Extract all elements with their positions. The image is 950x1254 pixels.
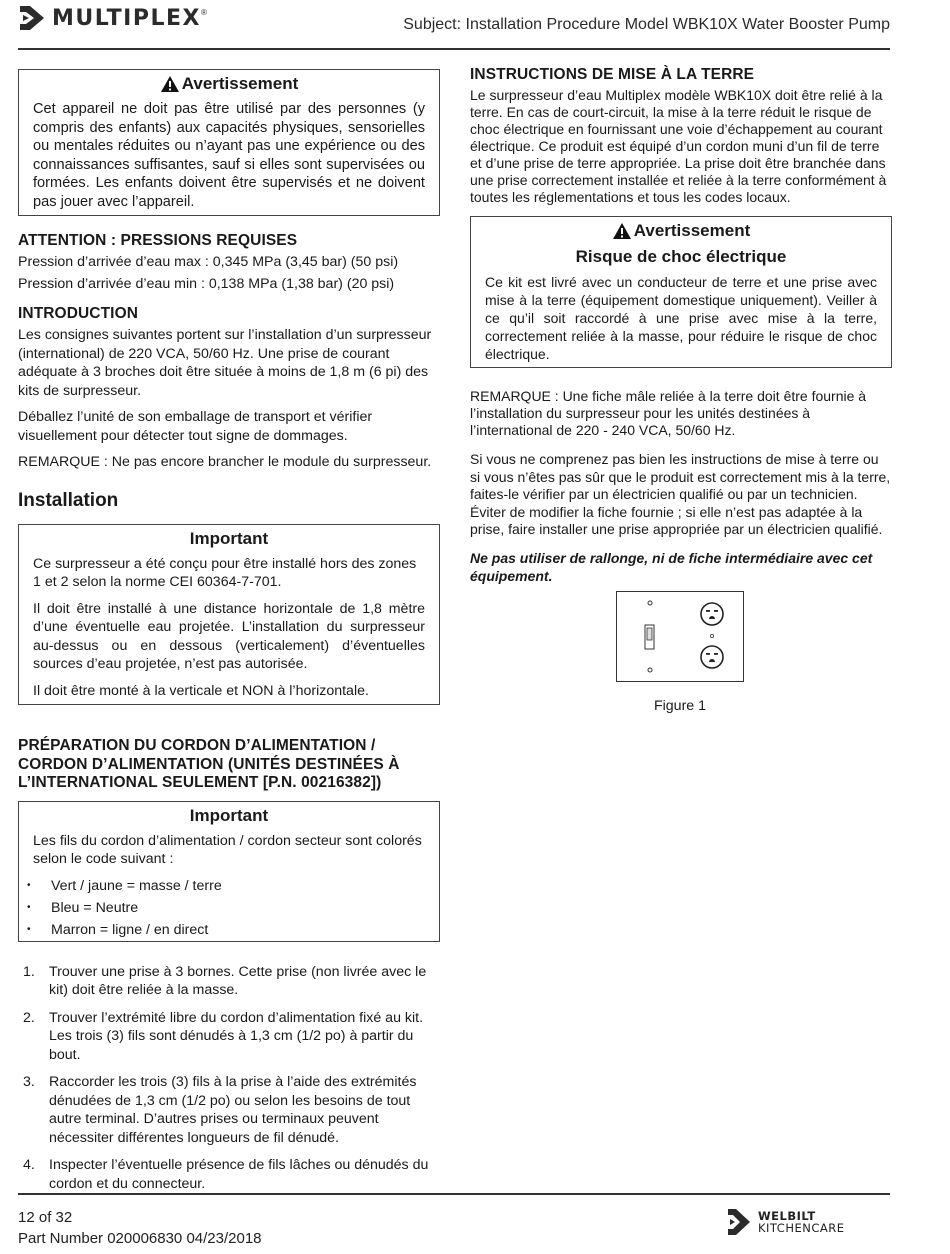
installation-paragraph-3: Il doit être monté à la verticale et NON à l’horizontale. (33, 682, 369, 699)
warning-triangle-icon (160, 75, 180, 93)
important-box-installation (18, 524, 440, 706)
installation-paragraph-2: Il doit être installé à une distance horizontale de 1,8 mètre d’une éventuelle eau projetée. L’installation du surpresseur au-dessus ou en dessous (verticalement) d’éventuelles sources d’eau projetée, n’est pas autorisée. (33, 600, 425, 672)
introduction-heading: INTRODUCTION (18, 305, 139, 322)
important-box-cord (18, 801, 440, 942)
intro-paragraph-2: Déballez l’unité de son emballage de transport et vérifier visuellement pour détecter tout signe de dommages. (18, 409, 373, 444)
part-number: Part Number 020006830 04/23/2018 (18, 1230, 262, 1247)
extension-warning: Ne pas utiliser de rallonge, ni de fiche intermédiaire avec cet équipement. (470, 549, 873, 584)
list-item: • Vert / jaune = masse / terre (19, 875, 425, 897)
installation-paragraph-1: Ce surpresseur a été conçu pour être installé hors des zones 1 et 2 selon la norme CEI 60364-7-701. (33, 555, 417, 590)
warning-box (18, 69, 440, 216)
footer-divider (18, 1193, 890, 1195)
grounding-advice: Si vous ne comprenez pas bien les instructions de mise à terre ou si vous n’êtes pas sûr que le produit est correctement mis à la terre, faites-le vérifier par un électricien qualifié ou par un technicien. Éviter de modifier la fiche fournie ; si elle n’est pas adaptée à la prise, faire installer une prise appropriée par un électricien qualifié. (470, 451, 891, 537)
page-number: 12 of 32 (18, 1209, 73, 1226)
attention-heading: ATTENTION : PRESSIONS REQUISES (18, 232, 298, 249)
document-subject: Subject: Installation Procedure Model WBK10X Water Booster Pump (403, 16, 890, 33)
outlet-figure (616, 591, 744, 682)
kitchencare-brand: KITCHENCARE (758, 1221, 845, 1235)
shock-warning-body: Ce kit est livré avec un conducteur de terre et une prise avec mise à la terre (équipement domestique uniquement). Veiller à ce qu’il soit raccordé à une prise avec mise à la terre, correctement reliée à la masse, pour réduire le risque de choc électrique. (485, 274, 877, 362)
important-title: Important (189, 528, 269, 548)
welbilt-logo (726, 1207, 844, 1237)
intro-note: REMARQUE : Ne pas encore brancher le module du surpresseur. (18, 454, 432, 470)
multiplex-logo (18, 3, 207, 33)
shock-warning-box (470, 216, 892, 368)
list-item: 1. Trouver une prise à 3 bornes. Cette prise (non livrée avec le kit) doit être reliée à la masse. (23, 963, 427, 998)
list-item: 2. Trouver l’extrémité libre du cordon d’alimentation fixé au kit. Les trois (3) fils sont dénudés à 1,3 cm (1/2 po) à partir du bout. (23, 1009, 424, 1063)
warning-title: Avertissement (485, 221, 877, 241)
installation-heading: Installation (18, 489, 119, 511)
multiplex-logo-icon (18, 4, 46, 32)
intro-paragraph-1: Les consignes suivantes portent sur l’installation d’un surpresseur (international) de 220 VCA, 50/60 Hz. Une prise de courant adéquate à 3 broches doit être située à moins de 1,8 m (6 pi) des kits de surpresseur. (18, 327, 432, 399)
registered-mark-icon: ® (200, 7, 207, 17)
list-item: • Marron = ligne / en direct (19, 919, 425, 941)
pressure-min: Pression d’arrivée d’eau min : 0,138 MPa (1,38 bar) (20 psi) (18, 275, 395, 292)
cord-color-intro: Les fils du cordon d’alimentation / cordon secteur sont colorés selon le code suivant : (33, 832, 422, 867)
header-divider (18, 48, 890, 50)
list-item: 3. Raccorder les trois (3) fils à la prise à l’aide des extrémités dénudées de 1,3 cm (1/2 po) ou selon les besoins de tout autre terminal. D’autres prises ou terminaux peuvent nécessiter différentes longueurs de fil dénudé. (23, 1074, 417, 1146)
welbilt-logo-icon (726, 1207, 752, 1237)
right-column (470, 66, 892, 585)
outlet-illustration (617, 592, 743, 681)
installation-steps (18, 963, 440, 1194)
grounding-heading: INSTRUCTIONS DE MISE À LA TERRE (470, 66, 755, 83)
warning-title: Avertissement (33, 74, 425, 94)
list-item: 4. Inspecter l’éventuelle présence de fils lâches ou dénudés du cordon et du connecteur. (23, 1157, 429, 1192)
warning-triangle-icon (612, 222, 632, 240)
wire-color-list (19, 875, 425, 941)
welbilt-brand: WELBILT (758, 1209, 816, 1223)
power-cord-heading: PRÉPARATION DU CORDON D’ALIMENTATION / CORDON D’ALIMENTATION (UNITÉS DESTINÉES À L’INTERNATIONAL SEULEMENT [P.N. 00216382]) (18, 737, 400, 791)
brand-name: MULTIPLEX (52, 5, 201, 31)
warning-body: Cet appareil ne doit pas être utilisé par des personnes (y compris des enfants) aux capacités physiques, sensorielles ou mentales réduites ou n’ayant pas une expérience ou des connaissances suffisantes, sauf si elles sont supervisées ou formées. Les enfants doivent être supervisés et ne doivent pas jouer avec l’appareil. (33, 101, 425, 210)
list-item: • Bleu = Neutre (19, 897, 425, 919)
figure-caption: Figure 1 (653, 698, 707, 714)
plug-note: REMARQUE : Une fiche mâle reliée à la terre doit être fournie à l’installation du surpresseur pour les unités destinées à l’international de 220 - 240 VCA, 50/60 Hz. (470, 388, 867, 438)
pressure-max: Pression d’arrivée d’eau max : 0,345 MPa (3,45 bar) (50 psi) (18, 254, 399, 270)
left-column (18, 69, 440, 1202)
shock-risk-subtitle: Risque de choc électrique (575, 247, 787, 266)
footer-info (18, 1207, 262, 1249)
grounding-body: Le surpresseur d’eau Multiplex modèle WBK10X doit être relié à la terre. En cas de court-circuit, la mise à la terre réduit le risque de choc électrique en fournissant une voie d’échappement au courant électrique. Ce produit est équipé d’un cordon muni d’un fil de terre et d’une prise de terre appropriée. La prise doit être branchée dans une prise correctement installée et reliée à la terre conformément à toutes les réglementations et tous les codes locaux. (470, 87, 887, 205)
important-title: Important (189, 805, 269, 825)
